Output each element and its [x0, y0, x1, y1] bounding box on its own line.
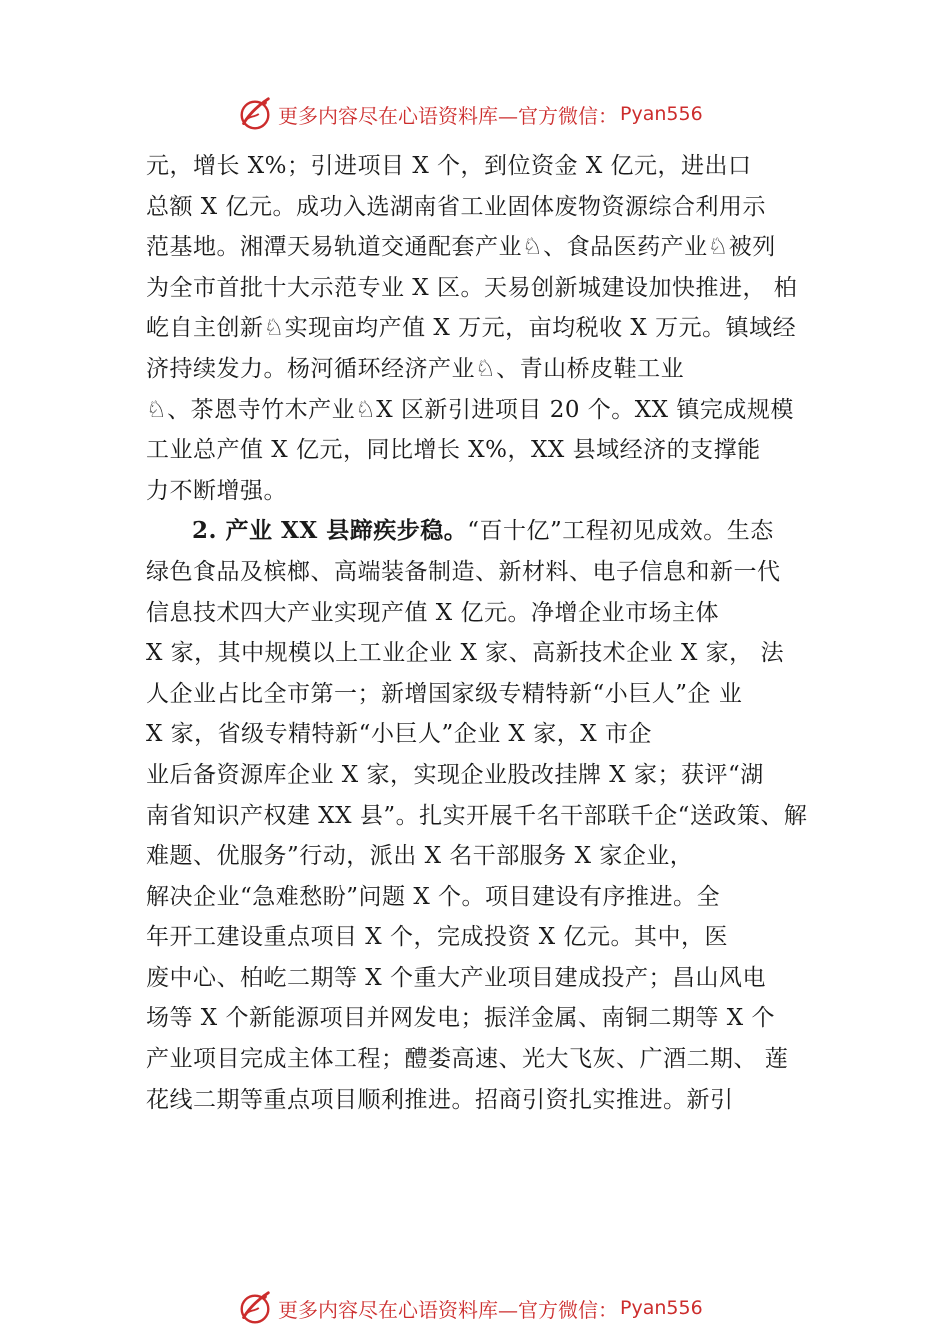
- brush-logo-icon: [236, 95, 274, 133]
- body-line: 范基地。湘潭天易轨道交通配套产业♘、食品医药产业♘被列: [146, 234, 776, 261]
- body-line: 元，增长 X%；引进项目 X 个，到位资金 X 亿元，进出口: [146, 153, 752, 179]
- brush-logo-icon: [236, 1289, 274, 1327]
- section-2-line: 难题、优服务”行动，派出 X 名干部服务 X 家企业，: [146, 843, 694, 870]
- section-2-line: 花线二期等重点项目顺利推进。招商引资扎实推进。新引: [146, 1086, 734, 1113]
- body-line: 屹自主创新♘实现亩均产值 X 万元，亩均税收 X 万元。镇域经: [146, 315, 797, 342]
- body-line: 工业总产值 X 亿元，同比增长 X%，XX 县域经济的支撑能: [146, 437, 761, 464]
- section-2-line: X 家，省级专精特新“小巨人”企业 X 家，X 市企: [146, 721, 652, 748]
- watermark-text: 更多内容尽在心语资料库—官方微信：: [278, 103, 618, 128]
- section-2-line: 南省知识产权建 XX 县”。扎实开展千名干部联千企“送政策、解: [146, 802, 808, 829]
- watermark-header: [236, 94, 756, 134]
- watermark-wechat-id: Pyan556: [620, 1297, 703, 1319]
- watermark-text: 更多内容尽在心语资料库—官方微信：: [278, 1297, 618, 1322]
- watermark-footer: [236, 1288, 756, 1328]
- section-2-line: 绿色食品及槟榔、高端装备制造、新材料、电子信息和新一代: [146, 558, 781, 585]
- section-2-line: 解决企业“急难愁盼”问题 X 个。项目建设有序推进。全: [146, 883, 721, 910]
- watermark-wechat-id: Pyan556: [620, 103, 703, 125]
- document-body: [146, 146, 836, 1120]
- section-2-line: 场等 X 个新能源项目并网发电；振洋金属、南铜二期等 X 个: [146, 1005, 775, 1032]
- section-2-line: 信息技术四大产业实现产值 X 亿元。净增企业市场主体: [146, 599, 719, 626]
- section-2-first-line-text: “百十亿”工程初见成效。生态: [467, 518, 774, 545]
- section-2-line: 年开工建设重点项目 X 个，完成投资 X 亿元。其中，医: [146, 924, 728, 951]
- body-line: ♘、茶恩寺竹木产业♘X 区新引进项目 20 个。XX 镇完成规模: [146, 396, 794, 423]
- body-line: 为全市首批十大示范专业 X 区。天易创新城建设加快推进， 柏: [146, 274, 798, 301]
- section-2-line: 人企业占比全市第一；新增国家级专精特新“小巨人”企 业: [146, 680, 743, 707]
- section-2-line: 业后备资源库企业 X 家，实现企业股改挂牌 X 家；获评“湖: [146, 761, 764, 788]
- body-line: 力不断增强。: [146, 477, 287, 504]
- section-2-line: X 家，其中规模以上工业企业 X 家、高新技术企业 X 家， 法: [146, 640, 784, 667]
- section-2-line: 产业项目完成主体工程；醴娄高速、光大飞灰、广酒二期、 莲: [146, 1046, 789, 1073]
- section-2-heading: 2. 产业 XX 县蹄疾步稳。: [192, 517, 468, 545]
- body-line: 济持续发力。杨河循环经济产业♘、青山桥皮鞋工业: [146, 355, 685, 382]
- section-2-line: 废中心、柏屹二期等 X 个重大产业项目建成投产；昌山风电: [146, 964, 766, 991]
- section-2-first-line: [146, 511, 836, 552]
- body-line: 总额 X 亿元。成功入选湖南省工业固体废物资源综合利用示: [146, 193, 766, 220]
